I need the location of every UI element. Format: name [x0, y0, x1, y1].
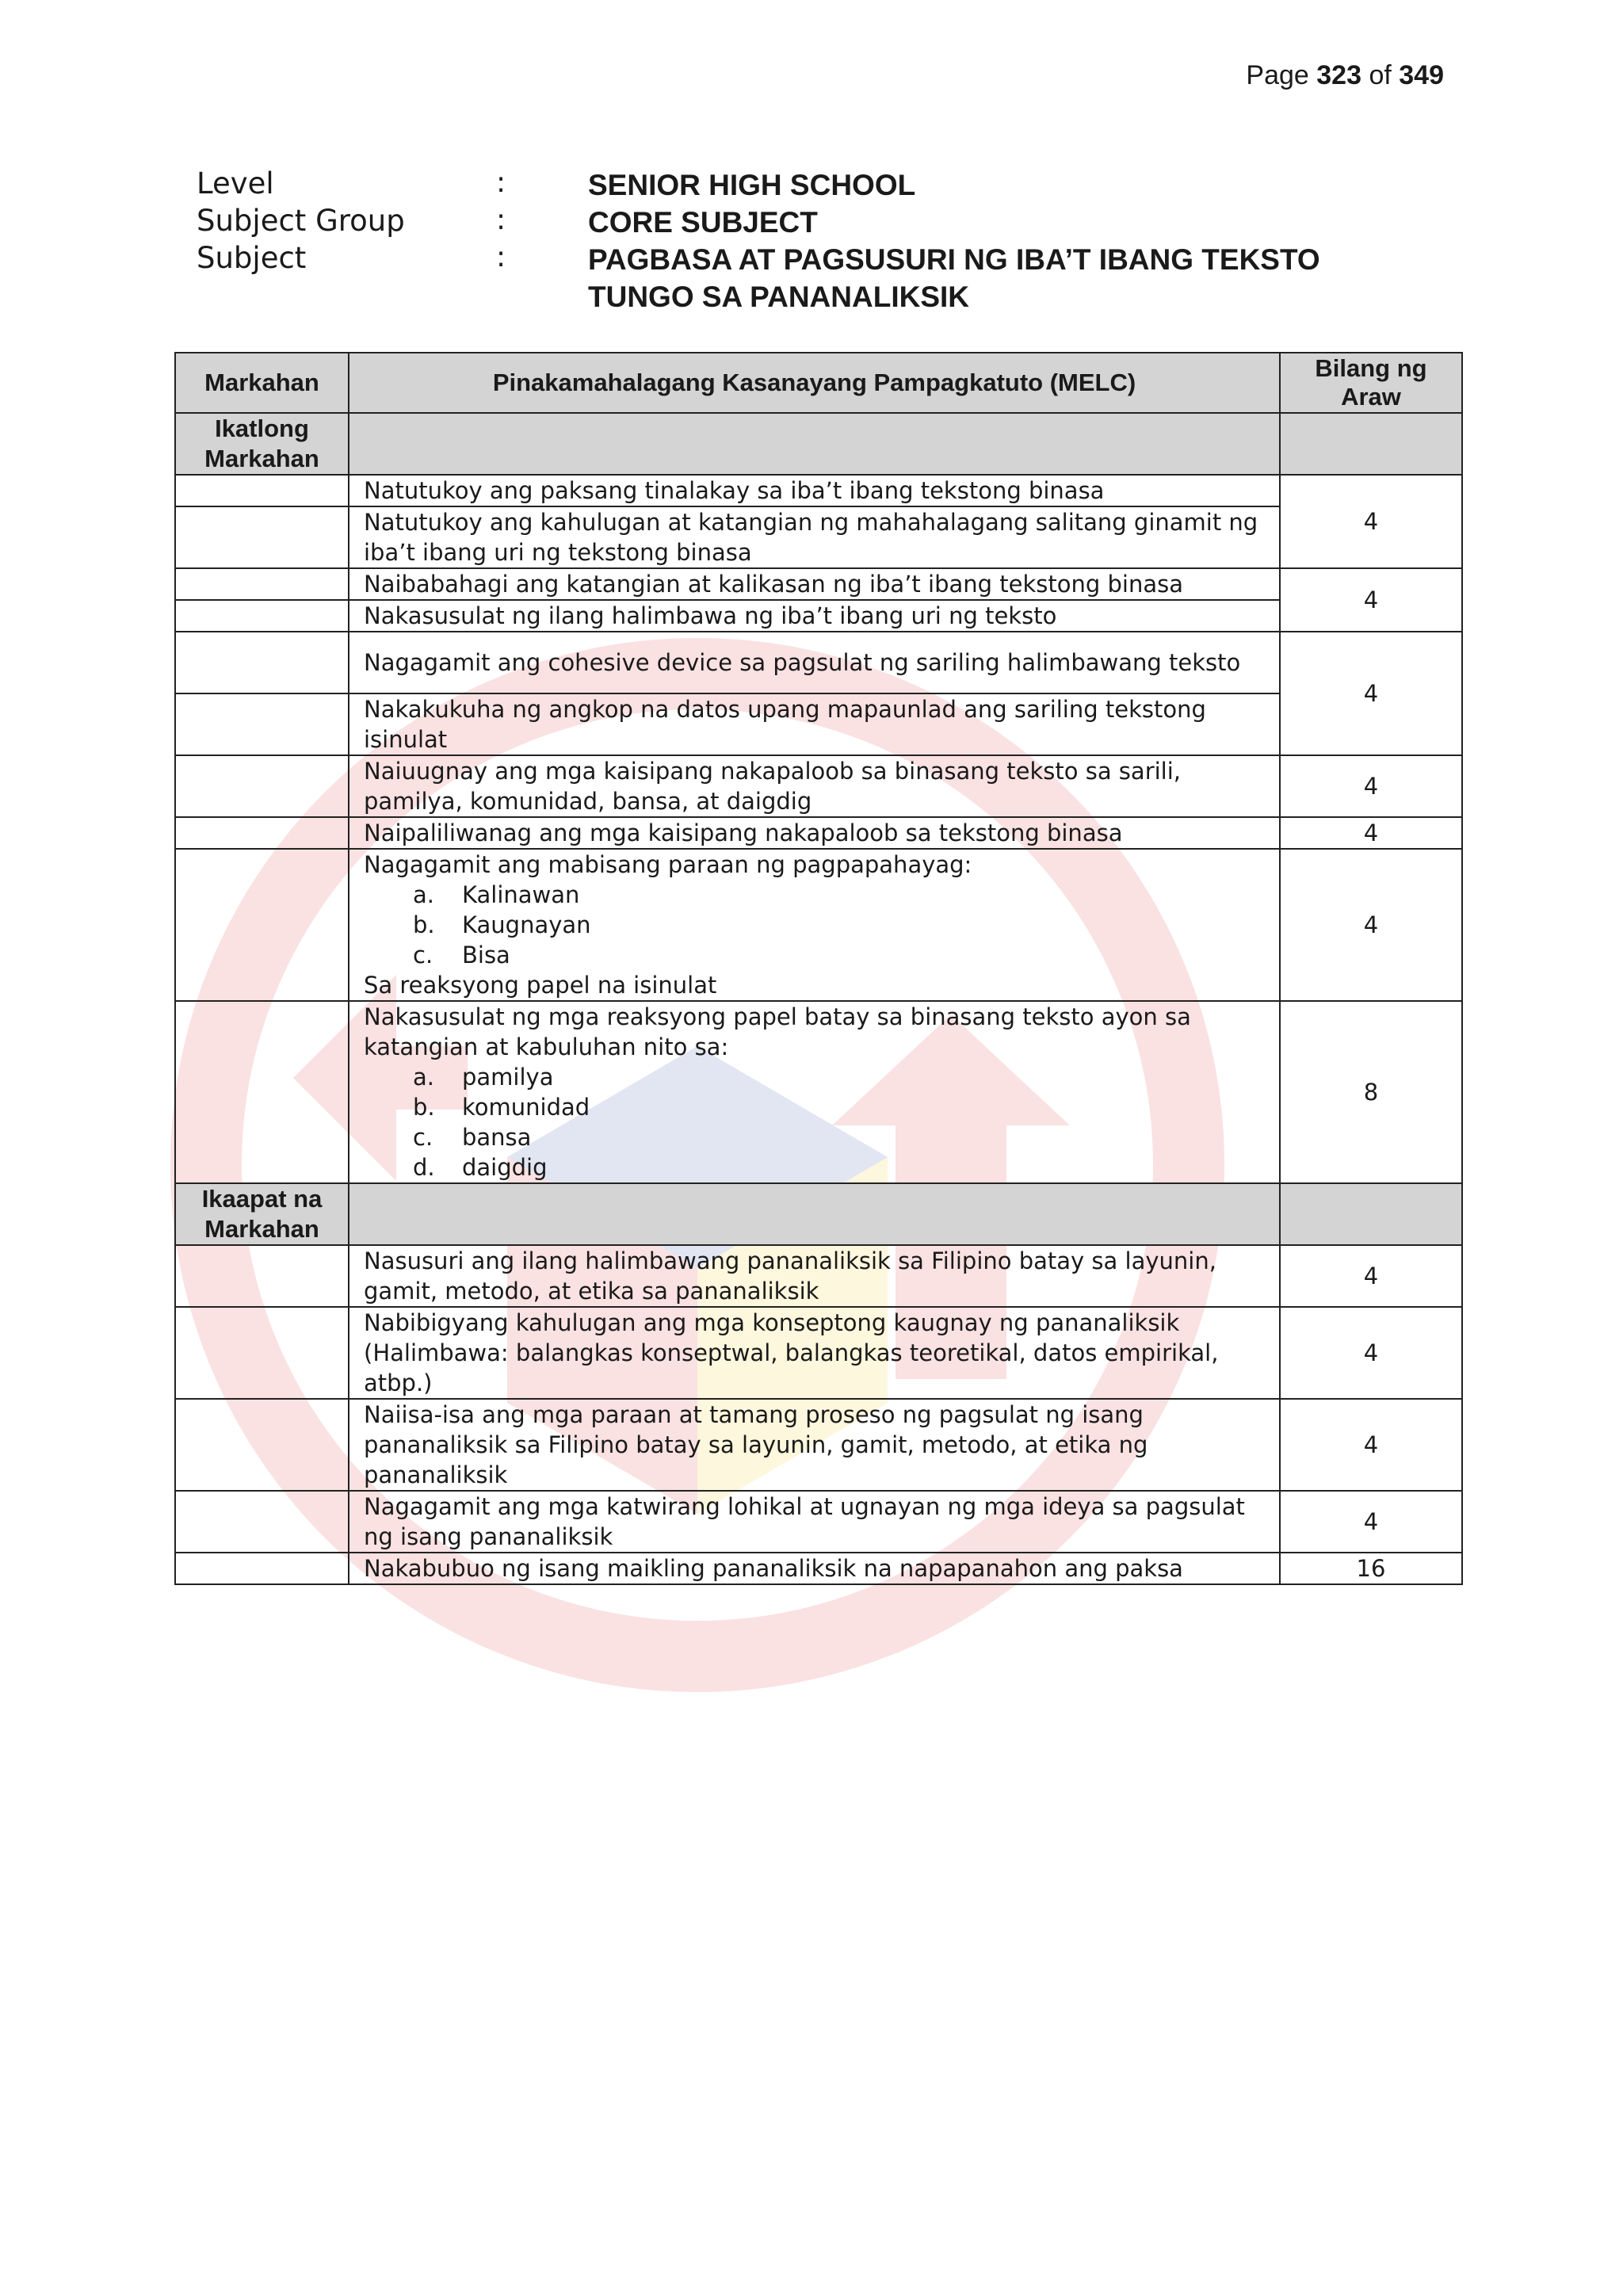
list-text: daigdig: [462, 1154, 548, 1181]
empty-cell: [175, 1399, 349, 1491]
meta-row-subject-continued: [197, 278, 1385, 315]
quarter-label: Ikaapat na Markahan: [175, 1183, 349, 1245]
table-row: [175, 1399, 1462, 1491]
list-item: [364, 1152, 1265, 1182]
page-current: 323: [1316, 60, 1361, 90]
meta-colon: :: [496, 166, 506, 199]
table-header-row: [175, 353, 1462, 413]
list-item: [364, 880, 1265, 910]
days-cell: 4: [1280, 755, 1462, 817]
page-prefix: Page: [1246, 60, 1309, 90]
list-text: komunidad: [462, 1094, 590, 1121]
days-cell: 4: [1280, 1491, 1462, 1553]
days-cell: 4: [1280, 475, 1462, 568]
empty-cell: [175, 817, 349, 849]
list-item: [364, 940, 1265, 970]
list-letter: b.: [413, 911, 435, 938]
competency-cell: Naipaliliwanag ang mga kaisipang nakapaloob sa tekstong binasa: [349, 817, 1280, 849]
list-letter: b.: [413, 1094, 435, 1121]
competency-cell: Naiuugnay ang mga kaisipang nakapaloob sa binasang teksto sa sarili, pamilya, komunidad, bansa, at daigdig: [349, 755, 1280, 817]
page-number: [1238, 60, 1444, 91]
table-row: [175, 1001, 1462, 1183]
list-item: [364, 1092, 1265, 1122]
empty-cell: [175, 693, 349, 755]
empty-cell: [175, 600, 349, 632]
empty-cell: [175, 1001, 349, 1183]
table-row: [175, 506, 1462, 568]
list-item: [364, 910, 1265, 940]
table-row: [175, 1491, 1462, 1553]
competency-cell: Natutukoy ang paksang tinalakay sa iba’t ibang tekstong binasa: [349, 475, 1280, 506]
list-item: [364, 1122, 1265, 1152]
meta-colon: :: [496, 241, 506, 273]
list-item: [364, 1062, 1265, 1092]
days-cell: 4: [1280, 849, 1462, 1001]
competency-intro: Nakasusulat ng mga reaksyong papel batay sa binasang teksto ayon sa katangian at kabuluhan nito sa:: [364, 1003, 1191, 1060]
competency-cell: Nakasusulat ng ilang halimbawa ng iba’t ibang uri ng teksto: [349, 600, 1280, 632]
quarter-empty-cell: [349, 413, 1280, 475]
competency-cell: Natutukoy ang kahulugan at katangian ng mahahalagang salitang ginamit ng iba’t ibang uri ng tekstong binasa: [349, 506, 1280, 568]
quarter-row: [175, 413, 1462, 475]
days-cell: 4: [1280, 1307, 1462, 1399]
days-cell: 4: [1280, 1399, 1462, 1491]
competency-list: [364, 1062, 1265, 1182]
meta-value: TUNGO SA PANANALIKSIK: [588, 281, 969, 313]
table-row: [175, 1307, 1462, 1399]
days-cell: 16: [1280, 1553, 1462, 1584]
quarter-empty-cell: [1280, 1183, 1462, 1245]
page-of: of: [1369, 60, 1392, 90]
table-row: [175, 1553, 1462, 1584]
competency-cell: Naibabahagi ang katangian at kalikasan ng iba’t ibang tekstong binasa: [349, 568, 1280, 600]
meta-value: CORE SUBJECT: [588, 206, 818, 239]
quarter-row: [175, 1183, 1462, 1245]
page-total: 349: [1399, 60, 1444, 90]
list-letter: c.: [413, 1124, 433, 1151]
competency-list: [364, 880, 1265, 970]
table-row: [175, 475, 1462, 506]
list-text: Kalinawan: [462, 881, 580, 908]
list-text: Kaugnayan: [462, 911, 591, 938]
empty-cell: [175, 1491, 349, 1553]
table-row: [175, 632, 1462, 693]
competency-outro: Sa reaksyong papel na isinulat: [364, 972, 717, 999]
competency-cell: Naiisa-isa ang mga paraan at tamang proseso ng pagsulat ng isang pananaliksik sa Filipino batay sa layunin, gamit, metodo, at etika ng pananaliksik: [349, 1399, 1280, 1491]
list-text: Bisa: [462, 942, 510, 968]
table-row: [175, 693, 1462, 755]
table-row: [175, 1245, 1462, 1307]
meta-row-subject-group: [197, 204, 1385, 241]
meta-label: Level: [197, 166, 274, 201]
empty-cell: [175, 475, 349, 506]
meta-colon: :: [496, 204, 506, 236]
table-row: [175, 600, 1462, 632]
quarter-label: Ikatlong Markahan: [175, 413, 349, 475]
empty-cell: [175, 568, 349, 600]
header-melc: Pinakamahalagang Kasanayang Pampagkatuto (MELC): [349, 353, 1280, 413]
list-letter: c.: [413, 942, 433, 968]
table-row: [175, 849, 1462, 1001]
competency-cell: Nakakukuha ng angkop na datos upang mapaunlad ang sariling tekstong isinulat: [349, 693, 1280, 755]
table-row: [175, 568, 1462, 600]
days-cell: 4: [1280, 568, 1462, 632]
competency-cell: Nagagamit ang cohesive device sa pagsulat ng sariling halimbawang teksto: [349, 632, 1280, 693]
quarter-empty-cell: [1280, 413, 1462, 475]
competency-cell: Nasusuri ang ilang halimbawang pananaliksik sa Filipino batay sa layunin, gamit, metodo, at etika sa pananaliksik: [349, 1245, 1280, 1307]
competency-intro: Nagagamit ang mabisang paraan ng pagpapahayag:: [364, 851, 972, 878]
header-bilang-ng-araw: Bilang ng Araw: [1280, 353, 1462, 413]
competency-cell: [349, 849, 1280, 1001]
meta-label: Subject Group: [197, 204, 405, 238]
empty-cell: [175, 755, 349, 817]
table-row: [175, 755, 1462, 817]
days-cell: 4: [1280, 1245, 1462, 1307]
table-row: [175, 817, 1462, 849]
empty-cell: [175, 632, 349, 693]
empty-cell: [175, 1307, 349, 1399]
meta-label: Subject: [197, 241, 307, 275]
list-letter: d.: [413, 1154, 435, 1181]
competency-cell: Nabibigyang kahulugan ang mga konseptong kaugnay ng pananaliksik (Halimbawa: balangkas konseptwal, balangkas teoretikal, datos empirikal, atbp.): [349, 1307, 1280, 1399]
days-cell: 4: [1280, 817, 1462, 849]
empty-cell: [175, 1245, 349, 1307]
meta-value: SENIOR HIGH SCHOOL: [588, 169, 916, 201]
list-text: bansa: [462, 1124, 532, 1151]
melc-table: [174, 352, 1463, 1585]
days-cell: 4: [1280, 632, 1462, 755]
days-cell: 8: [1280, 1001, 1462, 1183]
meta-row-level: [197, 166, 1385, 204]
empty-cell: [175, 849, 349, 1001]
list-letter: a.: [413, 1064, 434, 1091]
list-letter: a.: [413, 881, 434, 908]
empty-cell: [175, 506, 349, 568]
competency-cell: [349, 1001, 1280, 1183]
competency-cell: Nagagamit ang mga katwirang lohikal at ugnayan ng mga ideya sa pagsulat ng isang pananaliksik: [349, 1491, 1280, 1553]
quarter-empty-cell: [349, 1183, 1280, 1245]
empty-cell: [175, 1553, 349, 1584]
meta-value: PAGBASA AT PAGSUSURI NG IBA’T IBANG TEKSTO: [588, 243, 1320, 276]
document-header: [197, 166, 1385, 315]
meta-row-subject: [197, 241, 1385, 278]
list-text: pamilya: [462, 1064, 554, 1091]
header-markahan: Markahan: [175, 353, 349, 413]
competency-cell: Nakabubuo ng isang maikling pananaliksik na napapanahon ang paksa: [349, 1553, 1280, 1584]
